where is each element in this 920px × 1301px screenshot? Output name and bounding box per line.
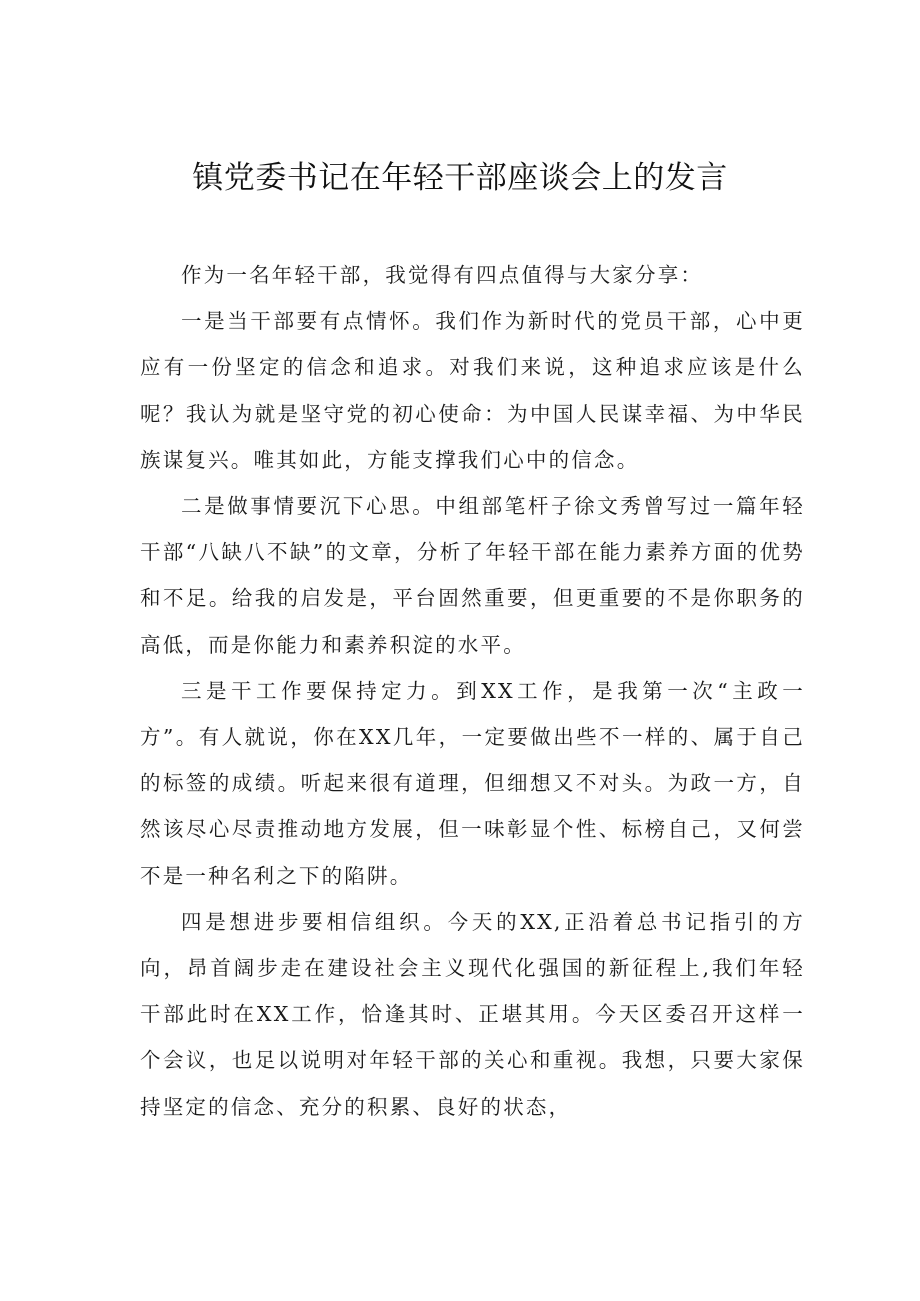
paragraph-point-one: 一是当干部要有点情怀。我们作为新时代的党员干部，心中更应有一份坚定的信念和追求。对我们来说，这种追求应该是什么呢？我认为就是坚守党的初心使命：为中国人民谋幸福、为中华民族谋复兴。唯其如此，方能支撑我们心中的信念。: [140, 309, 805, 472]
paragraph-intro: 作为一名年轻干部，我觉得有四点值得与大家分享：: [181, 263, 704, 287]
paragraph-point-three: 三是干工作要保持定力。到XX工作，是我第一次“主政一方”。有人就说，你在XX几年，一定要做出些不一样的、属于自己的标签的成绩。听起来很有道理，但细想又不对头。为政一方，自然该尽心尽责推动地方发展，但一味彰显个性、标榜自己，又何尝不是一种名利之下的陷阱。: [140, 678, 805, 888]
document-body: [140, 252, 805, 1130]
paragraph-point-two: 二是做事情要沉下心思。中组部笔杆子徐文秀曾写过一篇年轻干部“八缺八不缺”的文章，分析了年轻干部在能力素养方面的优势和不足。给我的启发是，平台固然重要，但更重要的不是你职务的高低，而是你能力和素养积淀的水平。: [140, 494, 805, 657]
paragraph-point-four: 四是想进步要相信组织。今天的XX,正沿着总书记指引的方向，昂首阔步走在建设社会主义现代化强国的新征程上,我们年轻干部此时在XX工作，恰逢其时、正堪其用。今天区委召开这样一个会议，也足以说明对年轻干部的关心和重视。我想，只要大家保持坚定的信念、充分的积累、良好的状态，: [140, 909, 805, 1119]
document-title: 镇党委书记在年轻干部座谈会上的发言: [192, 160, 728, 196]
